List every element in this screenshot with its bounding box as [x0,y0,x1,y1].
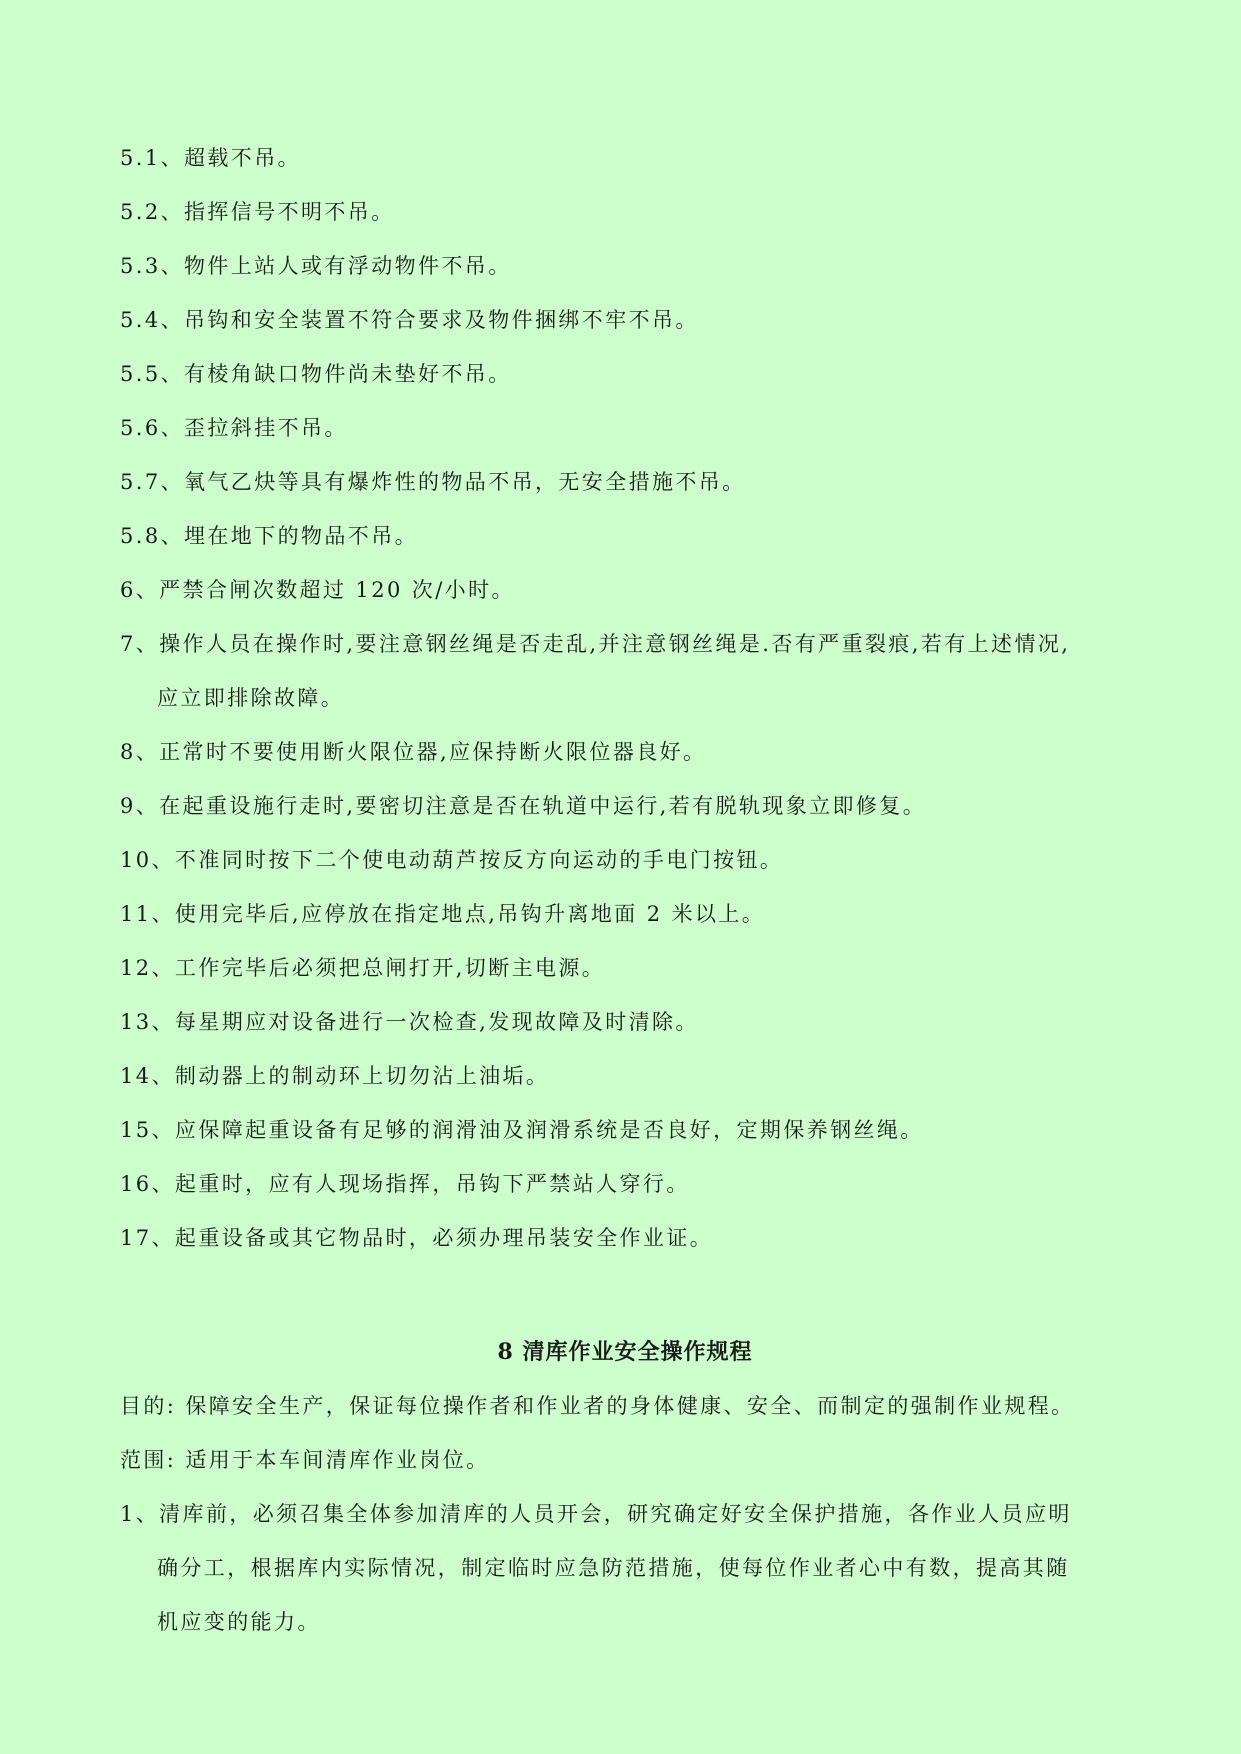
purpose-text: 目的: 保障安全生产，保证每位操作者和作业者的身体健康、安全、而制定的强制作业规程。 [120,1394,1075,1418]
document-page [120,131,1130,1649]
scope-text: 范围: 适用于本车间清库作业岗位。 [120,1448,490,1472]
rule-16: 16、起重时，应有人现场指挥，吊钩下严禁站人穿行。 [120,1172,690,1196]
rule-5-1: 5.1、超载不吊。 [120,146,301,170]
rule-14: 14、制动器上的制动环上切勿沾上油垢。 [120,1064,550,1088]
rule-15: 15、应保障起重设备有足够的润滑油及润滑系统是否良好，定期保养钢丝绳。 [120,1118,924,1142]
item-1-line-2: 确分工，根据库内实际情况，制定临时应急防范措施，使每位作业者心中有数，提高其随 [157,1556,1070,1580]
rule-11: 11、使用完毕后,应停放在指定地点,吊钩升离地面 2 米以上。 [120,902,766,926]
rule-7-line-2: 应立即排除故障。 [157,686,345,710]
rule-5-2: 5.2、指挥信号不明不吊。 [120,200,395,224]
rule-9: 9、在起重设施行走时,要密切注意是否在轨道中运行,若有脱轨现象立即修复。 [120,794,927,818]
rule-12: 12、工作完毕后必须把总闸打开,切断主电源。 [120,956,606,980]
rule-10: 10、不准同时按下二个使电动葫芦按反方向运动的手电门按钮。 [120,848,784,872]
rule-17: 17、起重设备或其它物品时，必须办理吊装安全作业证。 [120,1226,714,1250]
rule-7-line-1: 7、操作人员在操作时,要注意钢丝绳是否走乱,并注意钢丝绳是.否有严重裂痕,若有上述情况, [120,632,1071,656]
rule-5-6: 5.6、歪拉斜挂不吊。 [120,416,348,440]
rule-8: 8、正常时不要使用断火限位器,应保持断火限位器良好。 [120,740,707,764]
rule-5-7: 5.7、氧气乙炔等具有爆炸性的物品不吊，无安全措施不吊。 [120,470,746,494]
rule-6: 6、严禁合闸次数超过 120 次/小时。 [120,578,515,602]
item-1-line-1: 1、清库前，必须召集全体参加清库的人员开会，研究确定好安全保护措施，各作业人员应明 [120,1502,1072,1526]
section-heading: 8 清库作业安全操作规程 [497,1339,753,1365]
rule-13: 13、每星期应对设备进行一次检查,发现故障及时清除。 [120,1010,699,1034]
rule-5-8: 5.8、埋在地下的物品不吊。 [120,524,418,548]
rule-5-3: 5.3、物件上站人或有浮动物件不吊。 [120,254,512,278]
rule-5-5: 5.5、有棱角缺口物件尚未垫好不吊。 [120,362,512,386]
section-spacer [120,1265,1130,1325]
rule-5-4: 5.4、吊钩和安全装置不符合要求及物件捆绑不牢不吊。 [120,308,699,332]
item-1-line-3: 机应变的能力。 [157,1610,321,1634]
